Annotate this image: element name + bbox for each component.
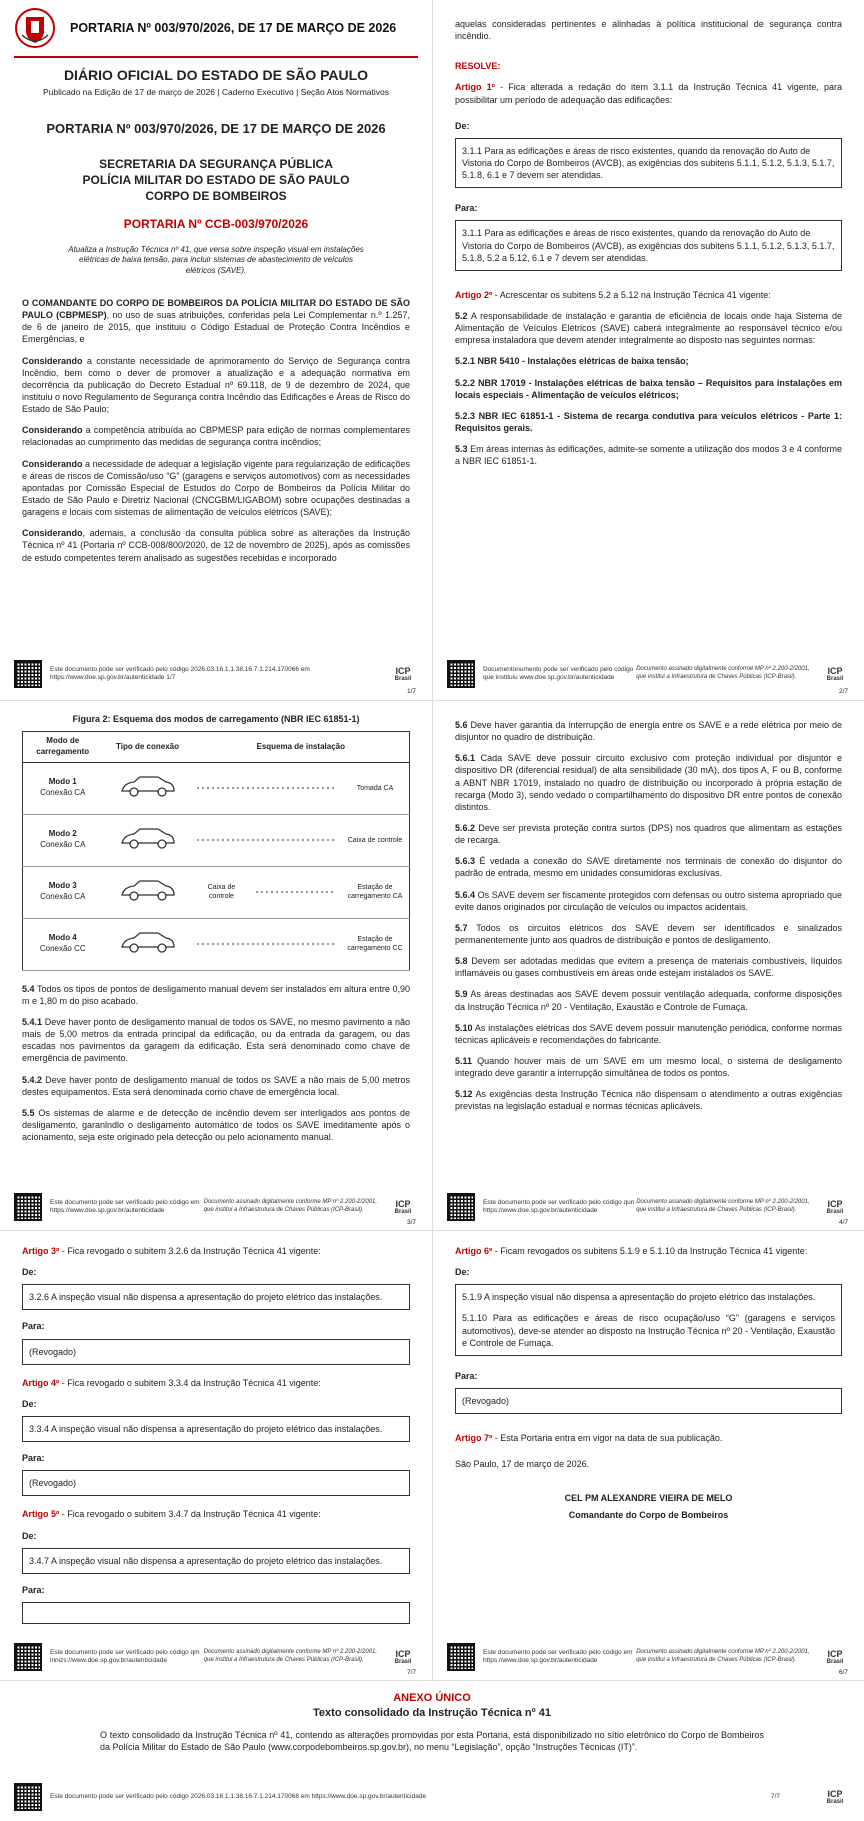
icp-brasil-logo xyxy=(820,1650,850,1665)
car-icon xyxy=(118,773,178,799)
considerando-4 xyxy=(22,527,410,563)
page-number: 1/7 xyxy=(406,688,416,695)
subitem-number: 5.10 xyxy=(455,1022,473,1033)
page-header xyxy=(14,0,418,58)
scheme-label: Estação de carregamento CC xyxy=(347,935,403,953)
icp-label: ICP xyxy=(827,1788,843,1799)
subitem-text: A responsabilidade de instalação e garantia de eficiência de locais onde haja Sistema de Alimentação de Veículos Elétricos (SAVE) caberá integralmente ao responsável técnico e/ou empresa instaladora que devem atender integralmente ao disposto nas seguintes normas: xyxy=(455,310,842,346)
box-para: (Revogado) xyxy=(22,1470,410,1496)
subitem-number: 5.8 xyxy=(455,956,468,967)
qr-code-icon[interactable] xyxy=(14,1783,42,1811)
scheme-cell xyxy=(193,814,410,866)
subitem-5-10 xyxy=(455,1022,842,1046)
ementa: Atualiza a Instrução Técnica nº 41, que versa sobre inspeção visual em instalações elétricas de baixa tensão, para incluir sistemas de abastecimento de veículos elétricos (SAVE). xyxy=(68,244,364,276)
subitem-text: Deve haver ponto de desligamento manual de todos os SAVE a não mais de 5,00 metros destes equipamentos. Esta será denominada como chave de emergência local. xyxy=(22,1074,410,1097)
qr-code-icon[interactable] xyxy=(14,660,42,688)
subitem-text: Todos os circuitos elétricos dos SAVE devem ser identificados e sinalizados permanentemente junto aos quadros de distribuição e pontos de desligamento. xyxy=(455,922,842,945)
subitem-text: É vedada a conexão do SAVE diretamente nos terminais de conexão do disjuntor do padrão de entrada, mesmo em unidades consumidoras exclusivas. xyxy=(455,856,842,879)
footer-signature-note: Documento assinado digitalmente conforme MP nº 2.200-2/2001, que institui a Infraestrutura de Chaves Públicas (ICP-Brasil). xyxy=(203,1649,378,1663)
artigo-text: - Fica revogado o subitem 3.3.4 da Instrução Técnica 41 vigente: xyxy=(59,1377,321,1388)
page-number: 3/7 xyxy=(406,1219,416,1226)
artigo-1 xyxy=(455,81,842,105)
do-title: DIÁRIO OFICIAL DO ESTADO DE SÃO PAULO xyxy=(63,67,369,83)
portaria-title: PORTARIA Nº 003/970/2026, DE 17 DE MARÇO DE 2026 xyxy=(46,121,386,137)
annex-subtitle: Texto consolidado da Instrução Técnica nº 41 xyxy=(313,1706,551,1719)
annex-text: O texto consolidado da Instrução Técnica nº 41, contendo as alterações promovidas por esta Portaria, está disponibilizado no sítio eletrônico do Corpo de Bombeiros da Polícia Militar do Estado de São Paulo (www.corpodebombeiros.sp.gov.br), no menu “Legislação”, opção “Instruções Técnicas (IT)”. xyxy=(100,1729,764,1752)
footer-signature-note: Documento assinado digitalmente conforme MP nº 2.200-2/2001, que institui a Infraestrutura de Chaves Públicas (ICP-Brasil). xyxy=(636,666,810,680)
footer-signature-note: Documento assinado digitalmente conforme MP nº 2.200-2/2001, que institui a Infraestrutura de Chaves Públicas (ICP-Brasil). xyxy=(203,1199,378,1213)
page-footer xyxy=(447,1641,850,1673)
annex-section xyxy=(0,1680,864,1821)
page-5 xyxy=(0,1230,432,1680)
subitem-text: Devem ser adotadas medidas que evitem a presença de materiais combustíveis, líquidos inflamáveis ou gases combustíveis em áreas onde estejam instalados os SAVE. xyxy=(455,956,842,979)
footer-verification: Este documento pode ser verificado pelo código 2026.03.16.1.1.38.16.7.1.214.170068 em https://www.doe.sp.gov.br/autenticidade xyxy=(50,1792,427,1800)
subitem-number: 5.2 xyxy=(455,310,468,321)
cable-icon xyxy=(197,937,337,951)
subitem-5-11 xyxy=(455,1055,842,1079)
subitem-number: 5.6.1 xyxy=(455,753,476,764)
car-cell xyxy=(103,814,193,866)
icp-sub: Brasil xyxy=(826,1798,844,1805)
page-number: 4/7 xyxy=(838,1219,848,1226)
mode-row xyxy=(23,762,410,814)
mode-sub: Conexão CC xyxy=(39,944,86,954)
considerando-text: a constante necessidade de aprimoramento do Serviço de Segurança contra Incêndio, bem como o dever de promover a atualização e a adequação normativa em decorrência da publicação do Decreto Estadual nº 69.118, de 9 de dezembro de 2024, que instituiu o novo Regulamento de Segurança contra Incêndio das Edificações e Áreas de Risco do Estado de São Paulo; xyxy=(22,355,410,415)
artigo-text: - Fica alterada a redação do item 3.1.1 da Instrução Técnica 41 vigente, para possibilitar um período de adequação das edificações: xyxy=(455,82,842,105)
subitem-5-4-2 xyxy=(22,1074,410,1098)
subitem-5-4 xyxy=(22,983,410,1007)
cable-icon xyxy=(256,885,336,899)
mode-name: Modo 1 xyxy=(48,777,77,787)
subitem-text: As instalações elétricas dos SAVE devem possuir manutenção periódica, conforme normas técnicas aplicáveis e recomendações do fabricante. xyxy=(455,1022,842,1045)
subitem-number: 5.7 xyxy=(455,922,468,933)
header-title: PORTARIA Nº 003/970/2026, DE 17 DE MARÇO DE 2026 xyxy=(70,20,397,35)
signer-role: Comandante do Corpo de Bombeiros xyxy=(568,1509,729,1520)
considerando-text: a competência atribuída ao CBPMESP para edição de normas complementares relacionadas ao cumprimento das medidas de segurança contra incêndios; xyxy=(22,425,410,448)
artigo-text: - Esta Portaria entra em vigor na data de sua publicação. xyxy=(492,1433,723,1444)
icp-label: ICP xyxy=(395,665,411,676)
qr-code-icon[interactable] xyxy=(447,660,475,688)
subitem-5-2-1: 5.2.1 NBR 5410 - Instalações elétricas de baixa tensão; xyxy=(455,356,689,367)
considerando-1 xyxy=(22,355,410,416)
box-de xyxy=(455,1284,842,1356)
de-label: De: xyxy=(455,1267,470,1278)
subitem-5-8 xyxy=(455,955,842,979)
page-2 xyxy=(432,0,864,700)
subitem-5-2 xyxy=(455,310,842,346)
page-6 xyxy=(432,1230,864,1680)
subitem-number: 5.4.1 xyxy=(22,1017,43,1028)
footer-verification: Este documento pode ser verificado pelo código em https://www.doe.sp.gov.br/autenticidade xyxy=(483,1648,633,1664)
page-number: 2/7 xyxy=(838,688,848,695)
subitem-5-4-1 xyxy=(22,1016,410,1065)
de-label: De: xyxy=(22,1530,37,1541)
cable-icon xyxy=(197,781,337,795)
icp-label: ICP xyxy=(827,1648,843,1659)
footer-signature-note: Documento assinado digitalmente conforme MP nº 2.200-2/2001, que institui a Infraestrutura de Chaves Públicas (ICP-Brasil). xyxy=(636,1199,810,1213)
subitem-text: Quando houver mais de um SAVE em um mesmo local, o sistema de desligamento integrado deve garantir a interrupção simultânea de todos os pontos. xyxy=(455,1055,842,1079)
page-4 xyxy=(432,700,864,1230)
page-footer xyxy=(14,1781,850,1813)
artigo-label: Artigo 1º xyxy=(455,82,495,93)
mode-cell xyxy=(23,918,103,970)
sp-seal-icon xyxy=(14,7,56,49)
box-para: (Revogado) xyxy=(22,1339,410,1365)
mode-name: Modo 3 xyxy=(48,881,77,891)
mode-row xyxy=(23,866,410,918)
date-line: São Paulo, 17 de março de 2026. xyxy=(455,1459,590,1470)
do-subtitle: Publicado na Edição de 17 de março de 2026 | Caderno Executivo | Seção Atos Normativos xyxy=(42,86,390,97)
considerando-text: , ademais, a conclusão da consulta pública sobre as alterações da Instrução Técnica nº 41 (Portaria nº CCB-008/800/2020, de 12 de novembro de 2025), após as comissões de estudo competentes terem analisado as sugestões recebidas e incorporado xyxy=(22,528,410,563)
considerando-label: Considerando xyxy=(22,458,83,469)
paragraph-comandante xyxy=(22,297,410,346)
icp-brasil-logo xyxy=(388,1200,418,1215)
subitem-number: 5.12 xyxy=(455,1089,473,1100)
artigo-label: Artigo 7º xyxy=(455,1433,493,1444)
subitem-text: Todos os tipos de pontos de desligamento manual devem ser instalados em altura entre 0,90 m e 1,80 m do piso acabado. xyxy=(22,983,410,1006)
artigo-text: - Acrescentar os subitens 5.2 a 5.12 na Instrução Técnica 41 vigente: xyxy=(492,289,771,300)
para-label: Para: xyxy=(22,1321,45,1332)
para-label: Para: xyxy=(455,203,478,214)
qr-code-icon[interactable] xyxy=(14,1193,42,1221)
icp-brasil-logo xyxy=(820,667,850,682)
box-para: 3.1.1 Para as edificações e áreas de risco existentes, quando da renovação do Auto de Vistoria do Corpo de Bombeiros (AVCB), as exigências dos subitens 5.1.1, 5.1.2, 5.1.3, 5.1.7, 5.1.8, 5.2 a 5.12, 6.1 e 7 devem ser atendidas. xyxy=(455,220,842,270)
subitem-text: Os SAVE devem ser fiscamente protegidos com defensas ou outro sistema apropriado que evite danos originados por circulação de veículos ou impactos acidentais. xyxy=(455,889,842,912)
box-de: 3.4.7 A inspeção visual não dispensa a apresentação do projeto elétrico das instalações. xyxy=(22,1548,410,1574)
car-icon xyxy=(118,825,178,851)
icp-brasil-logo xyxy=(388,667,418,682)
subitem-text: Em áreas internas às edificações, admite-se somente a utilização dos modos 3 e 4 conforme a NBR IEC 61851-1. xyxy=(455,444,842,467)
col-esquema: Esquema de instalação xyxy=(193,732,410,763)
icp-label: ICP xyxy=(395,1648,411,1659)
page-footer xyxy=(447,1191,850,1223)
org-policia: POLÍCIA MILITAR DO ESTADO DE SÃO PAULO xyxy=(82,173,350,188)
subitem-5-2-2: 5.2.2 NBR 17019 - Instalações elétricas de baixa tensão – Requisitos para instalações em locais especiais - Alimentação de veículos elétricos; xyxy=(455,377,842,400)
subitem-text: As exigências desta Instrução Técnica não dispensam o atendimento a outras exigências previstas na legislação estadual e normas técnicas aplicáveis. xyxy=(455,1089,842,1112)
qr-code-icon[interactable] xyxy=(14,1643,42,1671)
considerando-2 xyxy=(22,424,410,448)
artigo-label: Artigo 4º xyxy=(22,1377,60,1388)
icp-sub: Brasil xyxy=(394,1208,412,1215)
subitem-5-6-1 xyxy=(455,752,842,813)
mode-cell xyxy=(23,762,103,814)
subitem-5-7 xyxy=(455,922,842,946)
page-footer xyxy=(14,1641,418,1673)
subitem-number: 5.3 xyxy=(455,444,468,455)
box-para-empty xyxy=(22,1602,410,1624)
artigo-5 xyxy=(22,1508,410,1520)
car-cell xyxy=(103,866,193,918)
car-icon xyxy=(118,877,178,903)
subitem-number: 5.4.2 xyxy=(22,1074,43,1085)
footer-verification: Este documento pode ser verificado pelo código qun https://www.doe.sp.gov.br/autenticidade xyxy=(483,1198,635,1214)
mode-name: Modo 4 xyxy=(48,933,77,943)
artigo-text: - Fica revogado o subitem 3.2.6 da Instrução Técnica 41 vigente: xyxy=(59,1246,321,1256)
subitem-number: 5.9 xyxy=(455,989,468,1000)
icp-brasil-logo xyxy=(388,1650,418,1665)
subitem-number: 5.11 xyxy=(455,1055,473,1066)
considerando-text: a necessidade de adequar a legislação vigente para regularização de edificações e áreas de riscos de Comissão/uso “G” (garagens e serviços automotivos) com as necessidades apontadas por Comissão Especial de Estudos do Corpo de Bombeiros da Polícia Militar do Estado de São Paulo e Diretriz Nacional (CNCGBM/LIGABOM) sobre ocupações destinadas a garagens e locais com sistemas de alimentação de veículos elétricos (SAVE); xyxy=(22,458,410,518)
icp-sub: Brasil xyxy=(826,675,844,682)
mode-row xyxy=(23,918,410,970)
icp-brasil-logo xyxy=(820,1790,850,1805)
artigo-7 xyxy=(455,1432,842,1444)
box-de: 3.1.1 Para as edificações e áreas de risco existentes, quando da renovação do Auto de Vistoria do Corpo de Bombeiros (AVCB), as exigências dos subitens 5.1.1, 5.1.2, 5.1.3, 5.1.7, 5.1.8, 6.1 e 7 devem ser atendidas. xyxy=(455,138,842,188)
footer-verification: Documentonumento pode ser verificado pelo código que instituiu www.doe.sp.gov.br/autenticidade xyxy=(483,665,634,681)
mode-cell xyxy=(23,814,103,866)
org-bombeiros: CORPO DE BOMBEIROS xyxy=(145,189,287,204)
subitem-5-6-4 xyxy=(455,889,842,913)
subitem-5-2-3: 5.2.3 NBR IEC 61851-1 - Sistema de recarga condutiva para veículos elétricos - Parte 1: Requisitos gerais. xyxy=(455,410,842,433)
scheme-cell xyxy=(193,918,410,970)
subitem-text: Os sistemas de alarme e de detecção de incêndio devem ser interligados aos pontos de desligamento, garanlndlo o desligamento automático de todos os SAVE imeditamente após o acionamento, seja este originado pela detecção ou pelo acionamento manual. xyxy=(22,1107,410,1143)
icp-sub: Brasil xyxy=(826,1658,844,1665)
annex-title: ANEXO ÚNICO xyxy=(393,1692,471,1704)
icp-label: ICP xyxy=(395,1198,411,1209)
subitem-number: 5.4 xyxy=(22,983,35,994)
subitem-5-6-2 xyxy=(455,822,842,846)
subitem-number: 5.6.2 xyxy=(455,822,476,833)
comandante-bold: O COMANDANTE DO CORPO DE BOMBEIROS DA POLÍCIA MILITAR DO ESTADO DE SÃO PAULO (CBPMESP) xyxy=(22,298,410,321)
mode-cell xyxy=(23,866,103,918)
box-item-5-1-9: 5.1.9 A inspeção visual não dispensa a apresentação do projeto elétrico das instalações. xyxy=(462,1292,816,1303)
qr-code-icon[interactable] xyxy=(447,1193,475,1221)
icp-sub: Brasil xyxy=(394,675,412,682)
icp-label: ICP xyxy=(827,665,843,676)
car-cell xyxy=(103,918,193,970)
box-de: 3.3.4 A inspeção visual não dispensa a apresentação do projeto elétrico das instalações. xyxy=(22,1416,410,1442)
artigo-2 xyxy=(455,289,842,301)
mode-sub: Conexão CA xyxy=(40,840,86,850)
figure-title: Figura 2: Esquema dos modos de carregamento (NBR IEC 61851-1) xyxy=(72,714,360,724)
scheme-label: Tomada CA xyxy=(356,784,394,792)
intro-text: aquelas consideradas pertinentes e alinhadas à política institucional de segurança contra incêndio. xyxy=(455,19,842,42)
subitem-number: 5.6 xyxy=(455,720,468,730)
box-de: 3.2.6 A inspeção visual não dispensa a apresentação do projeto elétrico das instalações. xyxy=(22,1284,410,1310)
page-number: 6/7 xyxy=(838,1669,848,1676)
subitem-5-12 xyxy=(455,1088,842,1112)
artigo-label: Artigo 2º xyxy=(455,289,493,300)
col-modo: Modo de carregamento xyxy=(23,732,103,763)
mode-sub: Conexão CA xyxy=(40,788,86,798)
subitem-number: 5.5 xyxy=(22,1107,35,1118)
org-secretaria: SECRETARIA DA SEGURANÇA PÚBLICA xyxy=(99,156,333,171)
col-tipo: Tipo de conexão xyxy=(103,732,193,763)
footer-verification: Este documento pode ser verificado pelo código em https://www.doe.sp.gov.br/autenticidade xyxy=(50,1198,200,1214)
considerando-3 xyxy=(22,458,410,519)
footer-verification-text: Este documento pode ser verificado pelo código 2026.03.16.1.1.38.16.7.1.214.170066 em https://www.doe.sp.gov.br/autenticidade xyxy=(50,665,310,681)
de-label: De: xyxy=(22,1267,37,1278)
scheme-label-left: Caixa de controle xyxy=(207,883,236,901)
icp-sub: Brasil xyxy=(826,1208,844,1215)
artigo-label: Artigo 3º xyxy=(22,1246,60,1256)
page-footer xyxy=(14,1191,418,1223)
mode-name: Modo 2 xyxy=(48,829,77,839)
icp-sub: Brasil xyxy=(394,1658,412,1665)
qr-code-icon[interactable] xyxy=(447,1643,475,1671)
car-cell xyxy=(103,762,193,814)
comandante-text: , no uso de suas atribuições, conferidas pela Lei Complementar n.º 1.257, de 6 de janeiro de 2015, que instituiu o Código Estadual de Proteção Contra Incêndios e Emergências, e xyxy=(22,310,410,345)
box-item-5-1-10: 5.1.10 Para as edificações e áreas de risco ocupação/uso “G” (garagens e serviços automotivos), deve-se atender ao disposto na Instrução Técnica nº 20 - Ventilação, Exaustão e Controle de Fumaça. xyxy=(462,1313,835,1348)
subitem-5-5 xyxy=(22,1107,410,1143)
charging-modes-figure xyxy=(22,731,410,971)
artigo-text: - Ficam revogados os subitens 5.1.9 e 5.1.10 da Instrução Técnica 41 vigente: xyxy=(492,1246,808,1256)
artigo-4 xyxy=(22,1377,410,1389)
artigo-3 xyxy=(22,1245,410,1257)
scheme-cell xyxy=(193,866,410,918)
signer-name: CEL PM ALEXANDRE VIEIRA DE MELO xyxy=(564,1493,733,1504)
icp-label: ICP xyxy=(827,1198,843,1209)
scheme-label: Estação de carregamento CA xyxy=(347,883,403,901)
para-label: Para: xyxy=(455,1370,478,1381)
icp-brasil-logo xyxy=(820,1200,850,1215)
box-para: (Revogado) xyxy=(455,1388,842,1414)
mode-sub: Conexão CA xyxy=(40,892,86,902)
subitem-number: 5.6.3 xyxy=(455,856,476,867)
footer-verification xyxy=(50,666,388,683)
annex-page-number: 7/7 xyxy=(770,1792,780,1800)
subitem-text: Cada SAVE deve possuir circuito exclusivo com proteção individual por disjuntor e dispositivo DR (diferencial residual) de alta sensibilidade (30 mA), dos tipos A, F ou B, conforme a ABNT NBR 17019, instalado no quadro de distribuição ou incorporado à própria estação de recarga (Modo 3), sendo vedado o compartilhamento do dispositivo DR entre pontos de conexão distintos. xyxy=(455,753,842,812)
scheme-cell xyxy=(193,762,410,814)
cable-icon xyxy=(197,833,337,847)
scheme-label: Caixa de controle xyxy=(347,836,403,844)
artigo-6 xyxy=(455,1245,842,1257)
considerando-label: Considerando xyxy=(22,528,83,539)
para-label: Para: xyxy=(22,1584,45,1595)
footer-page: 1/7 xyxy=(166,674,176,681)
resolve-label: RESOLVE: xyxy=(455,61,501,72)
footer-verification: Este documento pode ser verificado pelo código qm lnnizs://www.doe.sp.gov.br/autenticidade xyxy=(50,1648,200,1664)
page-number: 7/7 xyxy=(406,1669,416,1676)
page-footer xyxy=(14,658,418,690)
footer-signature-note: Documento assinado digitalmente conforme MP nº 2.200-2/2001, que institui a Infraestrutura de Chaves Públicas (ICP-Brasil). xyxy=(636,1649,810,1663)
mode-row xyxy=(23,814,410,866)
subitem-text: As áreas destinadas aos SAVE devem possuir ventilação adequada, conforme disposições da Instrução Técnica nº 20 - Ventilação, Exaustão e Controle de Fumaça. xyxy=(455,989,842,1012)
considerando-label: Considerando xyxy=(22,355,83,366)
artigo-label: Artigo 6º xyxy=(455,1246,493,1256)
page-1 xyxy=(0,0,432,700)
subitem-text: Deve haver garantia da interrupção de energia entre os SAVE e a rede elétrica por meio de disjuntor no quadro de distribuição. xyxy=(455,720,842,743)
page-footer xyxy=(447,658,850,690)
portaria-ccb: PORTARIA Nº CCB-003/970/2026 xyxy=(123,217,309,232)
de-label: De: xyxy=(455,120,470,131)
considerando-label: Considerando xyxy=(22,425,83,436)
subitem-text: Deve ser prevista proteção contra surtos (DPS) nos quadros que alimentam as estações de recarga. xyxy=(455,822,842,846)
subitem-5-6-3 xyxy=(455,855,842,879)
subitem-text: Deve haver ponto de desligamento manual de todos os SAVE, no mesmo pavimento a não mais de 5,00 metros da entrada principal da edificação, ou da entrada da garagem, ou das escadas nos pavimentos da garagem da edificação. Esta será denominado como chave de emergência de pavimento. xyxy=(22,1017,410,1064)
subitem-5-9 xyxy=(455,988,842,1012)
subitem-5-3 xyxy=(455,443,842,467)
para-label: Para: xyxy=(22,1453,45,1464)
artigo-label: Artigo 5º xyxy=(22,1509,60,1520)
subitem-number: 5.6.4 xyxy=(455,889,476,900)
de-label: De: xyxy=(22,1398,37,1409)
subitem-5-6 xyxy=(455,719,842,743)
page-3 xyxy=(0,700,432,1230)
artigo-text: - Fica revogado o subitem 3.4.7 da Instrução Técnica 41 vigente: xyxy=(59,1509,321,1520)
car-icon xyxy=(118,929,178,955)
